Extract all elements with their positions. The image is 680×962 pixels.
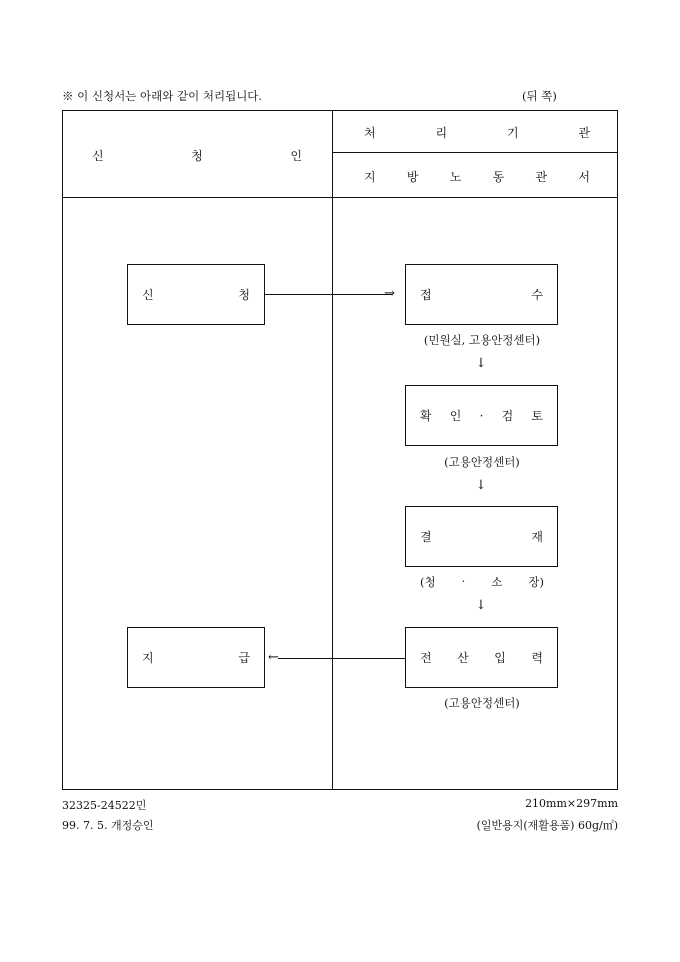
approve-subtitle: [420, 574, 544, 590]
processing-note: ※ 이 신청서는 아래와 같이 처리됩니다.: [62, 89, 263, 103]
input-char: 전: [420, 651, 432, 665]
processor-header: [364, 124, 590, 141]
apply-box: [127, 264, 265, 325]
approve-sub-part: (청: [420, 575, 436, 589]
input-char: 력: [531, 651, 543, 665]
office-char: 노: [449, 170, 462, 184]
review-subtitle: (고용안정센터): [444, 455, 520, 469]
office-char: 서: [578, 170, 590, 184]
review-char: 토: [531, 409, 543, 423]
approval-date: 99. 7. 5. 개정승인: [62, 819, 154, 832]
back-side-label: (뒤 쪽): [522, 89, 557, 103]
processor-char: 리: [435, 126, 448, 140]
approve-box: [405, 506, 558, 567]
paper-spec: (일반용지(재활용품) 60g/㎡): [476, 819, 618, 832]
processor-char: 기: [506, 126, 519, 140]
header-bottom-line: [62, 197, 618, 198]
processor-char: 관: [578, 126, 590, 140]
review-char: 검: [501, 409, 514, 423]
review-char: 인: [449, 409, 462, 423]
form-number: 32325-24522민: [62, 799, 147, 812]
input-char: 입: [494, 651, 506, 665]
arrow-left-icon: ←: [268, 650, 279, 665]
arrow-line-apply-receive: [265, 294, 393, 295]
arrow-down-icon: ↓: [475, 478, 487, 493]
header-divider-right: [332, 152, 618, 153]
input-subtitle: (고용안정센터): [444, 696, 520, 710]
arrow-right-icon: →: [384, 286, 395, 301]
review-box: [405, 385, 558, 446]
arrow-down-icon: ↓: [475, 356, 487, 371]
apply-char: 청: [238, 288, 250, 302]
arrow-down-icon: ↓: [475, 598, 487, 613]
review-char: ·: [479, 408, 484, 423]
approve-sub-part: 장): [528, 575, 544, 589]
paper-size: 210mm×297mm: [525, 797, 618, 810]
input-char: 산: [457, 651, 469, 665]
column-divider: [332, 110, 333, 790]
payment-box: [127, 627, 265, 688]
input-box: [405, 627, 558, 688]
applicant-char: 인: [290, 149, 302, 163]
receive-subtitle: (민원실, 고용안정센터): [423, 333, 541, 347]
office-char: 동: [492, 170, 505, 184]
applicant-header: [92, 147, 302, 164]
review-char: 확: [420, 409, 432, 423]
apply-char: 신: [142, 288, 154, 302]
office-char: 지: [364, 170, 376, 184]
payment-char: 급: [238, 651, 250, 665]
office-char: 관: [535, 170, 548, 184]
process-table: [62, 110, 618, 790]
office-header: [364, 168, 590, 185]
receive-char: 수: [531, 288, 543, 302]
receive-box: [405, 264, 558, 325]
receive-char: 접: [420, 288, 432, 302]
approve-sub-part: ·: [461, 574, 466, 588]
approve-char: 재: [531, 530, 543, 544]
approve-char: 결: [420, 530, 432, 544]
arrow-line-input-payment: [278, 658, 405, 659]
applicant-char: 신: [92, 149, 104, 163]
payment-char: 지: [142, 651, 154, 665]
office-char: 방: [406, 170, 419, 184]
applicant-char: 청: [191, 149, 203, 163]
processor-char: 처: [364, 126, 376, 140]
approve-sub-part: 소: [491, 575, 503, 589]
